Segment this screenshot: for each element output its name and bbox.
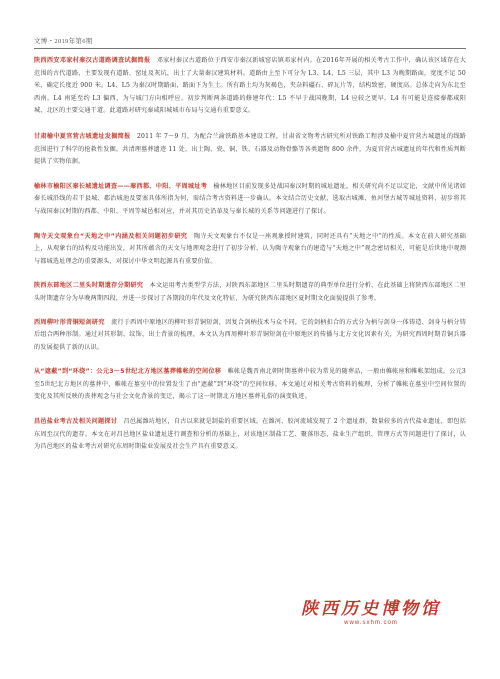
article-body: 陶寺天文观象台不仅是一座观象授时建筑，同时还具有“天地之中”的性质。本文在前人研究基础上，从观象台的结构及功能出发，对其所蕴含的天文与地理观念进行了初步分析，认为陶寺观象台的建造与“天地之中”观念密切相关，可能是后世地中观测与都城选址理念的重要源头，对探讨中华文明起源具有重要价值。 <box>34 232 466 265</box>
article-list <box>34 55 466 465</box>
article-title: 从“遮蔽”到“环绕”：公元3～5世纪北方地区墓葬帷帐的空间位移 <box>34 368 222 376</box>
article-title: 昌邑盐业考古及相关问题探讨 <box>34 418 118 426</box>
article-title: 陶寺天文观象台“天地之中”内涵及相关问题初步研究 <box>34 232 188 240</box>
article-title: 榆林市榆阳区秦长城遗址调查——秦西都、中阳、平周城址考 <box>34 182 208 190</box>
page-header: 文博・2019年第6期 <box>34 38 93 45</box>
article-title: 西周柳叶形青铜短剑研究 <box>34 318 105 326</box>
article-title: 陕西东部地区二里头时期遗存分期研究 <box>34 282 144 290</box>
article-abstract <box>34 131 466 169</box>
museum-logo <box>286 594 456 640</box>
article-body: 帷帐是魏晋南北朝时期墓葬中较为常见的随葬品，一般由帷帐座和帷帐架组成。公元3至5世纪北方地区的墓葬中，帷帐在墓室中的位置发生了由“遮蔽”到“环绕”的空间位移。本文通过对相关考古资料的梳理，分析了帷帐在墓室中空间位置的变化及其所反映的丧葬观念与社会文化背景的变迁，揭示了这一时期北方地区墓葬礼俗的演变轨迹。 <box>34 368 466 401</box>
header-divider <box>34 48 466 49</box>
article-title: 陕西西安邓家村秦汉古道路调查试掘简报 <box>34 57 151 64</box>
article-body: 榆林地区目前发现多处战国秦汉时期的城址遗址，相关研究尚不足以定论，文献中所见诸如秦长城沿线的若干县城、郡治城池及要塞具体所指为何，需结合考古资料进一步确认。本文结合历史文献，选取古城滩、鱼河堡古城等城址资料，初步将其与战国秦汉时期的西都、中阳、平周等城邑相对应，并对其历史沿革及与秦长城的关系等问题进行了探讨。 <box>34 182 466 215</box>
article-abstract <box>34 366 466 404</box>
article-abstract <box>34 231 466 269</box>
article-abstract <box>34 181 466 219</box>
museum-logo-url: www.sxhm.com <box>344 620 398 626</box>
article-body: 邓家村秦汉古道路位于西安市秦汉新城窑店镇邓家村内。在2016年开展的相关考古工作中，确认该区域存在大范围的古代道路，主要发现有道路、窑址及灰坑，出土了大量秦汉建筑材料。道路由上至下可分为 L3、L4、L5 三层，其中 L3 为晚期路面，宽度不足 50 米，确定长度近 900 米。L4、L5 为秦汉时期路面，路面下为生土。所有路土均为灰褐色，夹杂料礓石、碎瓦片等，结构致密，硬度高。总体走向为东北至西南。L4 南延至约 L3 偏西，为与城门方向相呼应。初步判断两条道路的修建年代：L5 不早于战国晚期，L4 应较之更早。L4 有可能是连接秦都咸阳城、北区的主要交通干道。此道路对研究秦咸阳城城市布局与交通有重要意义。 <box>34 57 466 115</box>
article-abstract <box>34 416 466 454</box>
article-abstract <box>34 317 466 355</box>
museum-logo-name: 陕西历史博物馆 <box>301 599 441 619</box>
article-abstract <box>34 280 466 305</box>
article-body: 昌邑属潍坊地区，自古以来就是制盐的重要区域。在潍河、胶河流域发现了 2 个遗址群，数量较多的古代盐业遗址，即包括东周至汉代的遗存。本文在对昌邑地区盐业遗址进行调查和分析的基础上，对该地区制盐工艺、聚落形态、盐业生产组织、管理方式等问题进行了探讨，认为昌邑地区的盐业考古对研究东周时期盐业发展及社会生产具有重要意义。 <box>34 418 466 451</box>
article-title: 甘肃榆中夏官营古城遗址发掘简报 <box>34 132 131 140</box>
article-body: 本文运用考古类型学方法，对陕西东部地区二里头时期遗存的典型单位进行分析，在此基础上将陕西东部地区二里头时期遗存分为早晚两期四段，并进一步探讨了各期段的年代及文化特征，为研究陕西东部地区夏时期文化面貌提供了参考。 <box>34 282 466 302</box>
article-body: 2011 年 7～9 月，为配合兰渝铁路基本建设工程，甘肃省文物考古研究所对铁路工程涉及榆中夏官营古城遗址的线路范围进行了科学的抢救性发掘。共清理墓葬遗迹 11 处，出土陶、瓷、铜、铁、石器及动物骨骼等各类遗物 800 余件，为夏官营古城遗址的年代和性质判断提供了实物依据。 <box>34 132 467 166</box>
article-body: 流行于西周中原地区的柳叶形青铜短剑，因复合剑柄技术与众不同，它的剑柄扣合的方式分为柄与剑身一体铸造、剑身与柄分铸后组合两种形制。通过对其形制、纹饰、出土背景的梳理，本文认为西周柳叶形青铜短剑在中原地区的传播与北方文化因素有关，为研究西周时期青铜兵器的发展提供了新的认识。 <box>34 318 466 351</box>
article-abstract <box>34 55 466 118</box>
